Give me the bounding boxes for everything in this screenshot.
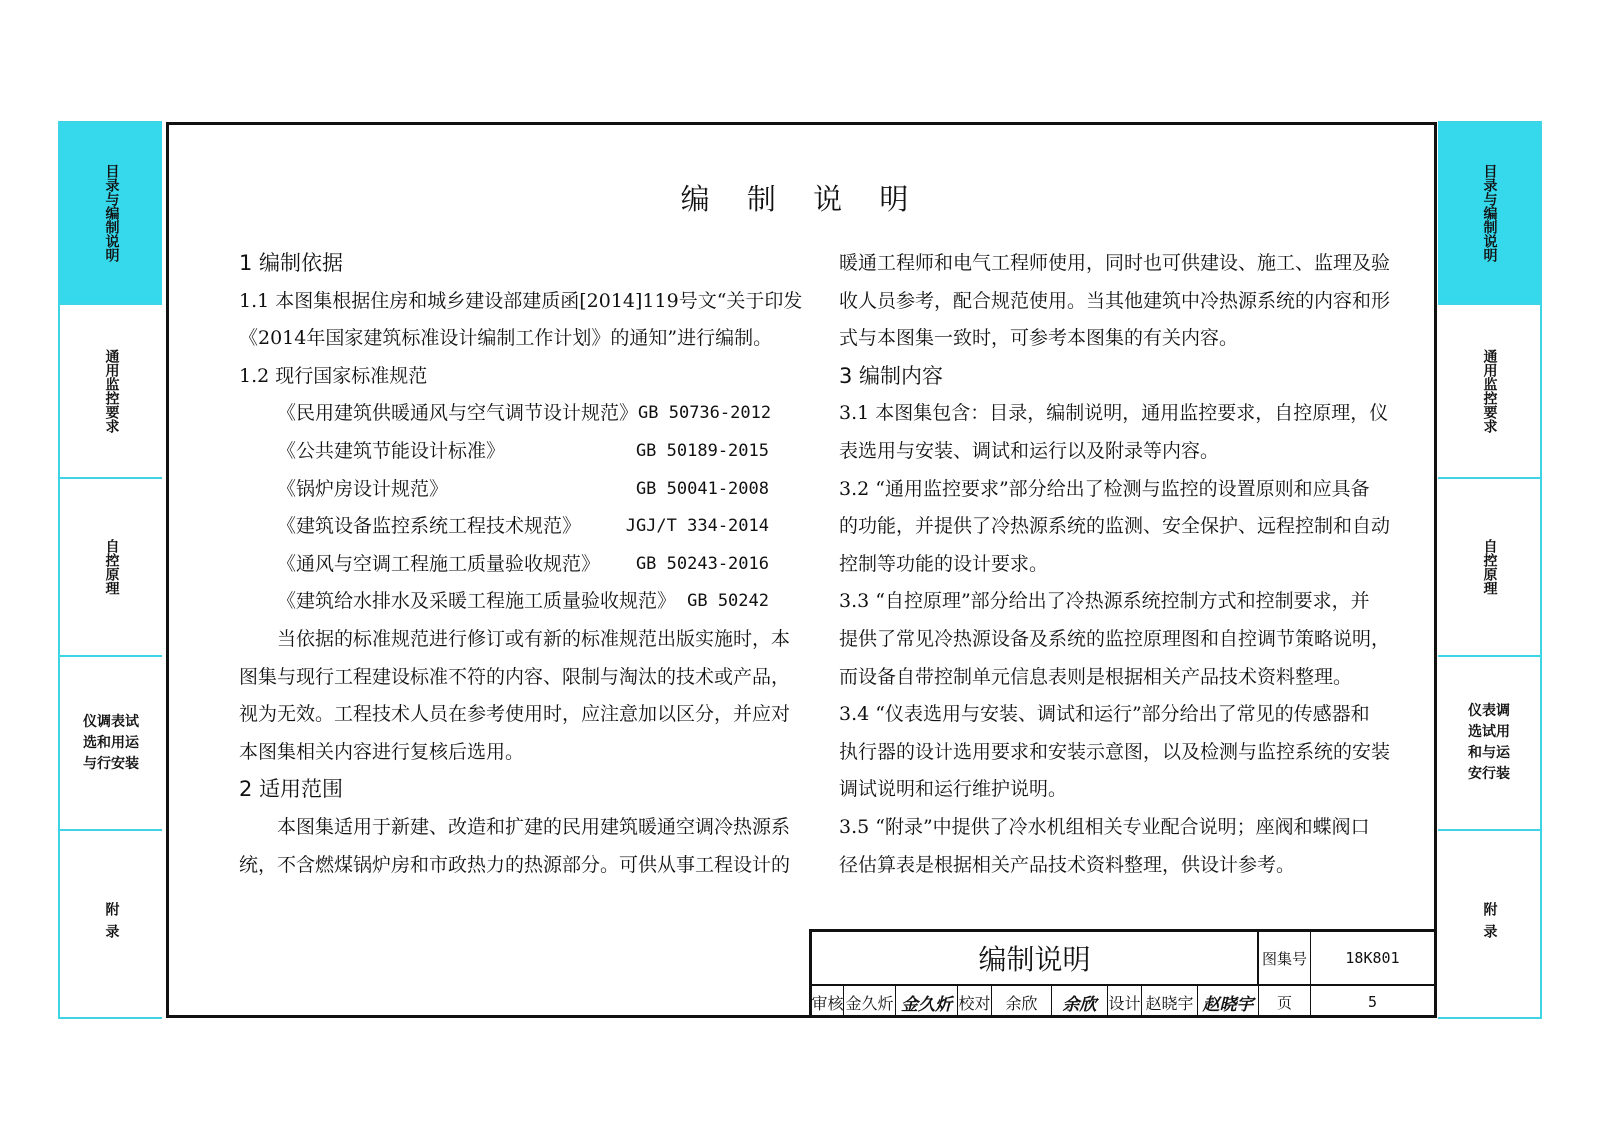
paragraph-line: 1.1 本图集根据住房和城乡建设部建质函[2014]119号文“关于印发 — [239, 289, 803, 312]
paragraph-line: 表选用与安装、调试和运行以及附录等内容。 — [839, 439, 1220, 462]
standard-item — [239, 433, 769, 471]
page-title: 编 制 说 明 — [680, 182, 923, 216]
paragraph-line: 径估算表是根据相关产品技术资料整理，供设计参考。 — [839, 853, 1296, 876]
paragraph-line: 《2014年国家建筑标准设计编制工作计划》的通知”进行编制。 — [239, 327, 773, 350]
side-tab-instruments[interactable] — [58, 655, 162, 829]
side-tab-label: 通用监控要求 — [1481, 349, 1498, 433]
reviewer-name: 金久炘 — [844, 986, 896, 1018]
right-text-column — [839, 245, 1391, 884]
paragraph-line: 调试说明和运行维护说明。 — [839, 778, 1068, 801]
standard-code: GB 50242 — [687, 591, 769, 612]
side-tab-label: 自控原理 — [1481, 539, 1498, 595]
check-label: 校对 — [958, 986, 992, 1018]
standard-code: GB 50736-2012 — [638, 403, 772, 424]
side-tab-contents[interactable] — [58, 121, 162, 303]
drawing-name: 编制说明 — [812, 932, 1259, 986]
standard-name: 《公共建筑节能设计标准》 — [277, 439, 506, 462]
section-heading: 2 适用范围 — [239, 777, 344, 802]
side-tab-label: 附录 — [103, 902, 120, 946]
paragraph-line: 而设备自带控制单元信息表则是根据相关产品技术资料整理。 — [839, 665, 1353, 688]
paragraph-line: 式与本图集一致时，可参考本图集的有关内容。 — [839, 327, 1239, 350]
paragraph-line: 收人员参考，配合规范使用。当其他建筑中冷热源系统的内容和形 — [839, 289, 1391, 312]
checker-signature: 余欣 — [1052, 986, 1108, 1018]
paragraph-line: 当依据的标准规范进行修订或有新的标准规范出版实施时，本 — [277, 627, 791, 650]
paragraph-line: 本图集相关内容进行复核后选用。 — [239, 740, 525, 763]
standard-name: 《民用建筑供暖通风与空气调节设计规范》 — [277, 402, 639, 425]
page-label: 页 — [1259, 986, 1311, 1018]
side-tab-instruments[interactable] — [1438, 655, 1542, 829]
atlas-number: 18K801 — [1311, 932, 1434, 986]
paragraph-line: 控制等功能的设计要求。 — [839, 552, 1049, 575]
side-tab-label: 目录与编制说明 — [1481, 164, 1498, 262]
standard-name: 《建筑给水排水及采暖工程施工质量验收规范》 — [277, 590, 677, 613]
side-tab-label: 自控原理 — [103, 539, 120, 595]
standard-code: JGJ/T 334-2014 — [625, 516, 769, 537]
paragraph-line: 视为无效。工程技术人员在参考使用时，应注意加以区分，并应对 — [239, 703, 791, 726]
side-tab-contents[interactable] — [1438, 121, 1542, 303]
reviewer-signature: 金久炘 — [896, 986, 958, 1018]
side-tab-appendix[interactable] — [58, 829, 162, 1019]
paragraph-line: 3.2 “通用监控要求”部分给出了检测与监控的设置原则和应具备 — [839, 477, 1370, 500]
standard-name: 《锅炉房设计规范》 — [277, 477, 449, 500]
checker-name: 余欣 — [992, 986, 1052, 1018]
side-tab-label: 仪表调选试用和与运安行装 — [1468, 703, 1510, 782]
paragraph-line: 本图集适用于新建、改造和扩建的民用建筑暖通空调冷热源系 — [277, 815, 791, 838]
standard-code: GB 50041-2008 — [635, 478, 769, 499]
standard-name: 《建筑设备监控系统工程技术规范》 — [277, 515, 582, 538]
side-tab-control-principle[interactable] — [1438, 477, 1542, 655]
right-section-tabs — [1438, 121, 1542, 1019]
section-heading: 3 编制内容 — [839, 363, 944, 388]
standard-name: 《通风与空调工程施工质量验收规范》 — [277, 552, 601, 575]
side-tab-monitoring[interactable] — [1438, 303, 1542, 477]
standard-item — [239, 395, 772, 433]
title-block — [809, 929, 1437, 1018]
side-tab-label: 附录 — [1481, 902, 1498, 946]
paragraph-line: 的功能，并提供了冷热源系统的监测、安全保护、远程控制和自动 — [839, 515, 1391, 538]
side-tab-label: 目录与编制说明 — [103, 164, 120, 262]
paragraph-line: 图集与现行工程建设标准不符的内容、限制与淘汰的技术或产品， — [239, 665, 791, 688]
paragraph-line: 执行器的设计选用要求和安装示意图，以及检测与监控系统的安装 — [839, 740, 1391, 763]
designer-signature: 赵晓宇 — [1198, 986, 1259, 1018]
standard-code: GB 50189-2015 — [635, 440, 769, 461]
paragraph-line: 3.3 “自控原理”部分给出了冷热源系统控制方式和控制要求，并 — [839, 590, 1370, 613]
design-label: 设计 — [1108, 986, 1142, 1018]
review-label: 审核 — [812, 986, 844, 1018]
left-section-tabs — [58, 121, 162, 1019]
side-tab-label: 通用监控要求 — [103, 349, 120, 433]
side-tab-monitoring[interactable] — [58, 303, 162, 477]
standard-item — [239, 508, 769, 546]
standard-item — [239, 471, 769, 509]
atlas-number-label: 图集号 — [1259, 932, 1311, 986]
side-tab-control-principle[interactable] — [58, 477, 162, 655]
paragraph-line: 3.4 “仪表选用与安装、调试和运行”部分给出了常见的传感器和 — [839, 703, 1370, 726]
designer-name: 赵晓宇 — [1142, 986, 1198, 1018]
paragraph-line: 提供了常见冷热源设备及系统的监控原理图和自控调节策略说明， — [839, 627, 1391, 650]
page-number: 5 — [1367, 993, 1378, 1011]
standard-item — [239, 546, 769, 584]
paragraph-line: 3.1 本图集包含：目录，编制说明，通用监控要求，自控原理，仪 — [839, 402, 1389, 425]
paragraph-line: 暖通工程师和电气工程师使用，同时也可供建设、施工、监理及验 — [839, 252, 1391, 274]
paragraph-line: 统，不含燃煤锅炉房和市政热力的热源部分。可供从事工程设计的 — [239, 853, 791, 876]
left-text-column — [239, 245, 803, 884]
standard-item — [239, 583, 769, 621]
section-heading: 1 编制依据 — [239, 251, 344, 275]
paragraph-line: 3.5 “附录”中提供了冷水机组相关专业配合说明；座阀和蝶阀口 — [839, 815, 1370, 838]
side-tab-label: 仪调表试选和用运与行安装 — [83, 713, 139, 772]
subsection-heading: 1.2 现行国家标准规范 — [239, 364, 428, 387]
side-tab-appendix[interactable] — [1438, 829, 1542, 1019]
standard-code: GB 50243-2016 — [635, 553, 769, 574]
drawing-frame — [166, 122, 1437, 1018]
